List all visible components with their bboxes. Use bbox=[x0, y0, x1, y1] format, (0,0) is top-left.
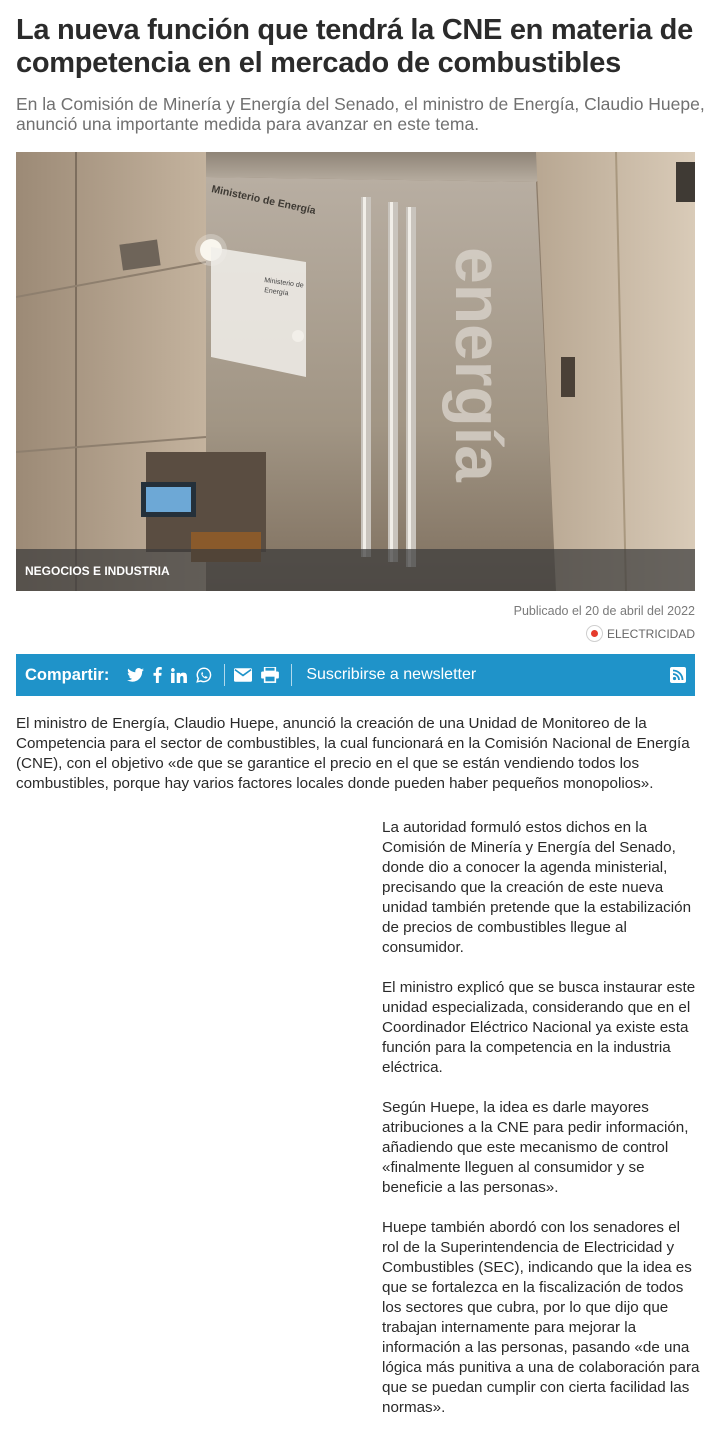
hero-glass-text: energía bbox=[442, 247, 516, 482]
linkedin-icon[interactable] bbox=[171, 668, 187, 683]
article-subtitle: En la Comisión de Minería y Energía del Senado, el ministro de Energía, Claudio Huepe, anunció una importante medida para avanzar en este tema. bbox=[16, 94, 705, 134]
print-icon[interactable] bbox=[261, 667, 279, 683]
twitter-icon[interactable] bbox=[127, 668, 144, 682]
email-icon[interactable] bbox=[234, 668, 252, 682]
share-bar bbox=[16, 654, 695, 696]
rss-icon[interactable] bbox=[670, 667, 686, 688]
publish-date: Publicado el 20 de abril del 2022 bbox=[513, 604, 695, 618]
share-label: Compartir: bbox=[25, 665, 110, 684]
category-tag[interactable] bbox=[586, 625, 695, 642]
facebook-icon[interactable] bbox=[153, 667, 162, 683]
article-paragraph: El ministro explicó que se busca instaurar este unidad especializada, considerando que en el Coordinador Eléctrico Nacional ya existe esta función para la competencia en la industria eléctrica. bbox=[382, 979, 696, 1076]
svg-text:Energía: Energía bbox=[263, 287, 289, 298]
hero-photo bbox=[16, 152, 695, 591]
article-intro-paragraph: El ministro de Energía, Claudio Huepe, anunció la creación de una Unidad de Monitoreo de la Competencia para el sector de combustibles, la cual funcionará en la Comisión Nacional de Energía (CNE), con el objetivo «de que se garantice el precio en el que se están vendiendo todos los combustibles, porque hay varios factores locales donde pueden haber pequeños monopolios». bbox=[16, 715, 690, 792]
whatsapp-icon[interactable] bbox=[196, 667, 212, 683]
article-body-column bbox=[382, 818, 700, 1437]
electricity-dot-icon bbox=[586, 625, 603, 642]
share-divider bbox=[224, 664, 225, 686]
article-paragraph: La autoridad formuló estos dichos en la Comisión de Minería y Energía del Senado, donde dio a conocer la agenda ministerial, precisando que la creación de este nueva unidad también pretende que la estabilización de precios de combustibles llegue al consumidor. bbox=[382, 819, 692, 956]
svg-text:Ministerio de: Ministerio de bbox=[263, 277, 304, 290]
image-category-caption: NEGOCIOS E INDUSTRIA bbox=[16, 549, 695, 591]
article-title: La nueva función que tendrá la CNE en materia de competencia en el mercado de combustibles bbox=[16, 14, 693, 79]
share-divider bbox=[291, 664, 292, 686]
article-paragraph: Huepe también abordó con los senadores el rol de la Superintendencia de Electricidad y Combustibles (SEC), indicando que la idea es que se fortalezca en la fiscalización de todos los sectores que cubra, por lo que dijo que trabajan internamente para mejorar la información a las personas, pasando «de una lógica más punitiva a una de colaboración para que se puedan cumplir con cierta facilidad las normas». bbox=[382, 1219, 700, 1416]
article-hero-image bbox=[16, 152, 695, 591]
newsletter-link[interactable]: Suscribirse a newsletter bbox=[306, 666, 477, 683]
hero-sign-text: Ministerio de Energía bbox=[210, 183, 317, 218]
category-tag-label: ELECTRICIDAD bbox=[606, 626, 695, 641]
article-paragraph: Según Huepe, la idea es darle mayores atribuciones a la CNE para pedir información, añadiendo que este mecanismo de control «finalmente lleguen al consumidor y se beneficie a las personas». bbox=[382, 1099, 689, 1196]
